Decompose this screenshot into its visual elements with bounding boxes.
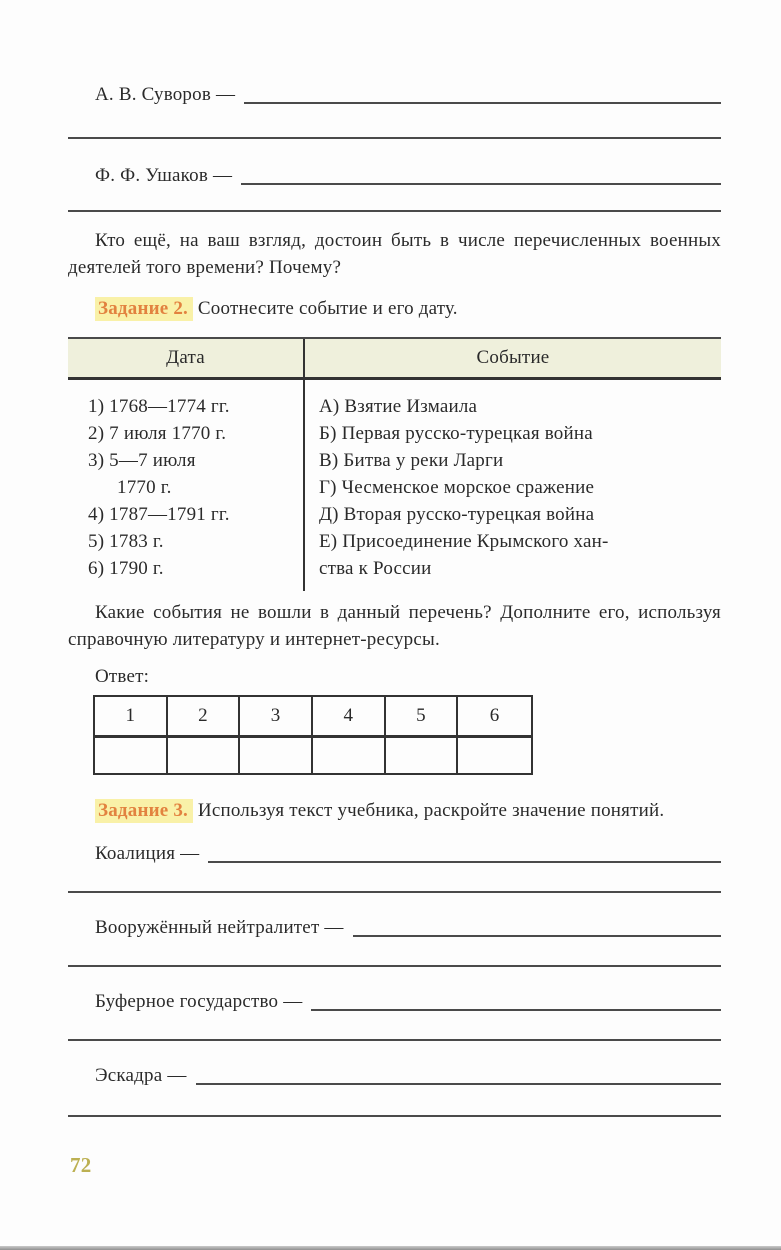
term-text: Коалиция: [95, 843, 176, 864]
definition-row-bufernoe: [68, 990, 721, 1013]
event-item: А) Взятие Измаила: [319, 396, 478, 417]
match-table-dates-column: [68, 380, 305, 591]
write-in-line-eskadra-continued[interactable]: [68, 1115, 721, 1117]
task2-followup-question: Какие события не вошли в данный перечень? Дополните его, используя справочную литературу и интернет-ресурсы.: [68, 602, 721, 650]
event-item: Д) Вторая русско-турецкая война: [319, 504, 595, 525]
match-table-header-date: Дата: [68, 339, 305, 380]
page-content: [68, 0, 721, 1117]
term-text: Буферное государство: [95, 991, 279, 1012]
answer-table: [93, 695, 533, 775]
term-text: Эскадра: [95, 1065, 163, 1086]
answer-input-cell-4[interactable]: [313, 738, 386, 773]
match-table-header-row: [68, 339, 721, 380]
write-in-line-suvorov[interactable]: [244, 94, 721, 104]
dash: —: [167, 1065, 187, 1086]
page-bottom-edge: [0, 1246, 781, 1250]
answer-table-number-row: [95, 697, 531, 738]
event-item: Б) Первая русско-турецкая война: [319, 423, 593, 444]
definition-term-koalitsiya: [68, 842, 199, 865]
dash: —: [283, 991, 303, 1012]
answer-number-cell: 3: [240, 697, 313, 735]
answer-input-cell-2[interactable]: [168, 738, 241, 773]
answer-number-cell: 6: [489, 705, 500, 726]
definition-row-eskadra: [68, 1064, 721, 1087]
definition-term-eskadra: [68, 1064, 187, 1087]
write-in-line-eskadra[interactable]: [196, 1075, 721, 1085]
dash: —: [180, 843, 200, 864]
dash: —: [212, 165, 233, 186]
task3-instruction: Используя текст учебника, раскройте значение понятий.: [197, 800, 665, 821]
match-table: [68, 337, 721, 591]
task2-instruction: Соотнесите событие и его дату.: [197, 298, 458, 319]
intro-question: Кто ещё, на ваш взгляд, достоин быть в числе перечисленных военных деятелей того времени? Почему?: [68, 230, 721, 278]
answer-table-input-row: [95, 738, 531, 773]
task3-label: Задание 3.: [95, 799, 193, 823]
definition-row-koalitsiya: [68, 842, 721, 865]
date-item: 6) 1790 г.: [88, 558, 164, 579]
answer-input-cell-5[interactable]: [386, 738, 459, 773]
write-in-line-ushakov-continued[interactable]: [68, 210, 721, 212]
answer-label: Ответ:: [95, 666, 150, 687]
write-in-line-ushakov[interactable]: [241, 175, 721, 185]
match-table-events-column: [305, 380, 721, 591]
write-in-line-neytralitet[interactable]: [353, 927, 721, 937]
definition-row-suvorov: [68, 83, 721, 106]
definition-term-neytralitet: [68, 916, 344, 939]
answer-input-cell-6[interactable]: [458, 738, 531, 773]
term-text: А. В. Суворов: [95, 84, 212, 105]
write-in-line-suvorov-continued[interactable]: [68, 137, 721, 139]
write-in-line-neytralitet-continued[interactable]: [68, 965, 721, 967]
write-in-line-bufernoe[interactable]: [311, 1001, 721, 1011]
match-table-body: [68, 380, 721, 591]
write-in-line-koalitsiya-continued[interactable]: [68, 891, 721, 893]
task3-heading: [68, 797, 721, 824]
answer-input-cell-3[interactable]: [240, 738, 313, 773]
write-in-line-bufernoe-continued[interactable]: [68, 1039, 721, 1041]
definition-row-ushakov: [68, 164, 721, 187]
date-item: 1) 1768—1774 гг.: [88, 396, 230, 417]
definition-term-ushakov: [68, 164, 232, 187]
date-item: 2) 7 июля 1770 г.: [88, 423, 227, 444]
term-text: Ф. Ф. Ушаков: [95, 165, 209, 186]
definition-row-neytralitet: [68, 916, 721, 939]
answer-number-cell: 2: [168, 697, 241, 735]
event-item: Г) Чесменское морское сражение: [319, 477, 595, 498]
date-item-continuation: 1770 г.: [117, 477, 172, 498]
answer-number-cell: 5: [386, 697, 459, 735]
answer-number-cell: 4: [313, 697, 386, 735]
dash: —: [324, 917, 344, 938]
definition-term-suvorov: [68, 83, 235, 106]
event-item: В) Битва у реки Ларги: [319, 450, 504, 471]
answer-input-cell-1[interactable]: [95, 738, 168, 773]
event-item-continuation: ства к России: [319, 558, 432, 579]
event-item: Е) Присоединение Крымского хан-: [319, 531, 609, 552]
page-number: 72: [70, 1153, 92, 1177]
date-item: 5) 1783 г.: [88, 531, 164, 552]
date-item: 4) 1787—1791 гг.: [88, 504, 230, 525]
answer-number-cell: 1: [95, 697, 168, 735]
dash: —: [215, 84, 236, 105]
date-item: 3) 5—7 июля: [88, 450, 196, 471]
definition-term-bufernoe: [68, 990, 302, 1013]
term-text: Вооружённый нейтралитет: [95, 917, 320, 938]
task2-label: Задание 2.: [95, 297, 193, 321]
match-table-header-event: Событие: [305, 339, 721, 380]
task2-heading: [68, 295, 721, 322]
write-in-line-koalitsiya[interactable]: [208, 853, 721, 863]
